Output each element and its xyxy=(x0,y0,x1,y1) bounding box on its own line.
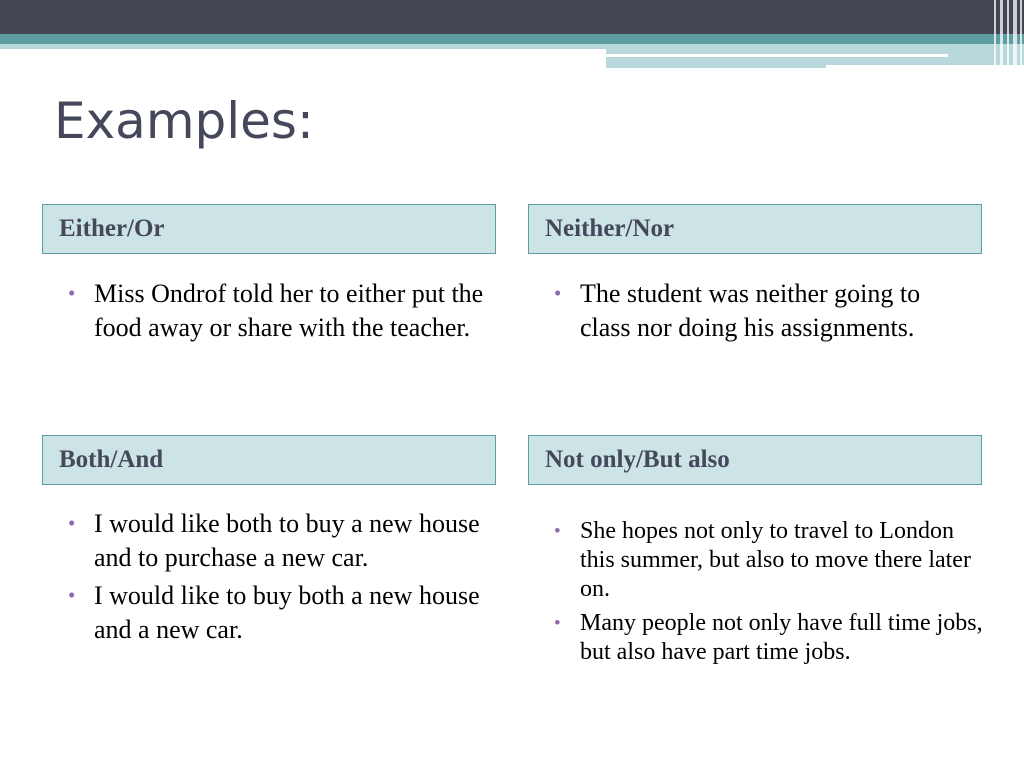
bullet-icon: • xyxy=(68,512,76,535)
top-right-light-line xyxy=(606,65,826,68)
section-header-both-and: Both/And xyxy=(42,435,496,485)
top-teal-band xyxy=(0,34,1024,44)
bullet-list-not-only-but-also xyxy=(544,517,984,667)
bullet-text: I would like both to buy a new house and to purchase a new car. xyxy=(94,509,480,572)
bullet-text: The student was neither going to class nor doing his assignments. xyxy=(580,279,921,342)
bullet-icon: • xyxy=(68,282,76,305)
bullet-text: She hopes not only to travel to London this summer, but also to move there later on. xyxy=(580,518,971,602)
bullet-icon: • xyxy=(554,521,561,542)
bullet-list-both-and xyxy=(58,507,488,647)
bullet-text: I would like to buy both a new house and a new car. xyxy=(94,581,480,644)
bullet-list-neither-nor xyxy=(544,277,974,345)
corner-stripes xyxy=(990,0,1024,68)
top-dark-band xyxy=(0,0,1024,34)
list-item xyxy=(544,277,974,345)
bullet-icon: • xyxy=(554,613,561,634)
bullet-text: Many people not only have full time jobs, but also have part time jobs. xyxy=(580,610,983,665)
list-item xyxy=(58,507,488,575)
list-item xyxy=(58,277,488,345)
bullet-icon: • xyxy=(68,584,76,607)
bullet-icon: • xyxy=(554,282,562,305)
list-item xyxy=(544,609,984,667)
slide-title: Examples: xyxy=(54,92,314,150)
section-header-not-only-but-also: Not only/But also xyxy=(528,435,982,485)
top-light-band xyxy=(0,44,606,49)
bullet-list-either-or xyxy=(58,277,488,345)
list-item xyxy=(544,517,984,604)
bullet-text: Miss Ondrof told her to either put the food away or share with the teacher. xyxy=(94,279,484,342)
list-item xyxy=(58,579,488,647)
section-header-either-or: Either/Or xyxy=(42,204,496,254)
top-right-white-line xyxy=(606,54,948,57)
section-header-neither-nor: Neither/Nor xyxy=(528,204,982,254)
